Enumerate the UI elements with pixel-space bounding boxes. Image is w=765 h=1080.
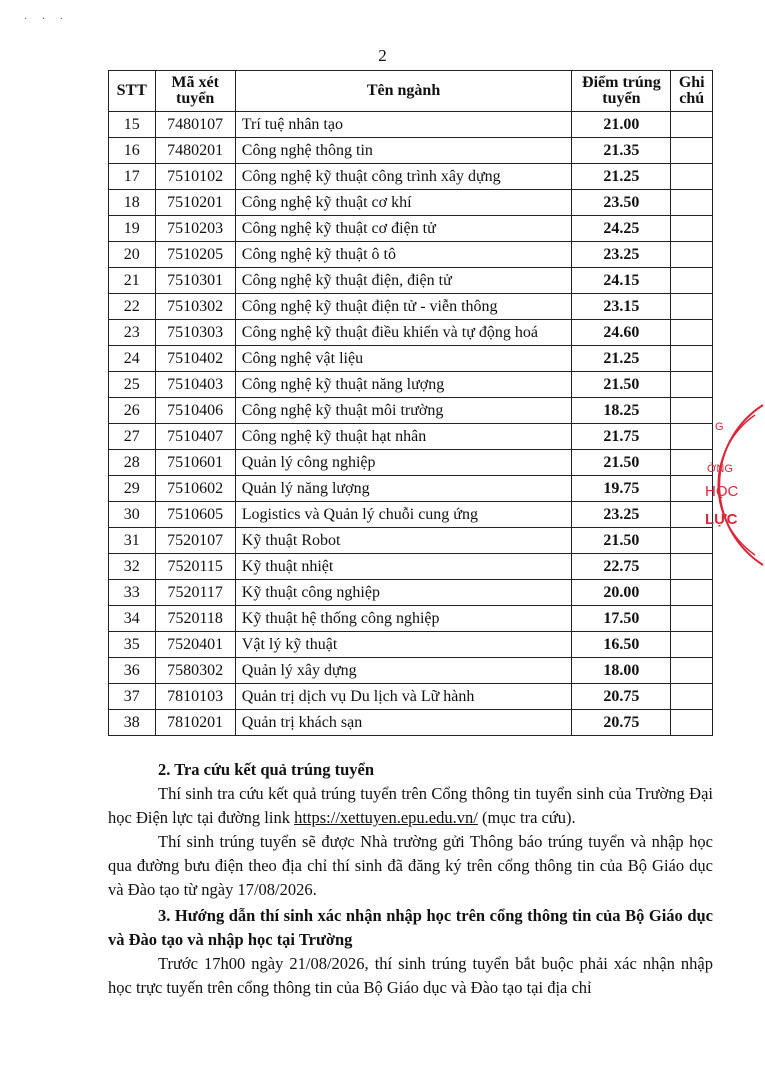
cell-ma-xet-tuyen: 7510407 xyxy=(155,424,235,450)
cell-ten-nganh: Quản trị khách sạn xyxy=(235,710,572,736)
cell-ghi-chu xyxy=(671,580,713,606)
cell-ghi-chu xyxy=(671,658,713,684)
cell-ten-nganh: Công nghệ thông tin xyxy=(235,138,572,164)
cell-ma-xet-tuyen: 7510601 xyxy=(155,450,235,476)
cell-ten-nganh: Quản lý năng lượng xyxy=(235,476,572,502)
cell-ten-nganh: Kỹ thuật nhiệt xyxy=(235,554,572,580)
cell-diem: 24.15 xyxy=(572,268,671,294)
cell-ten-nganh: Quản lý xây dựng xyxy=(235,658,572,684)
cell-ghi-chu xyxy=(671,268,713,294)
cell-ma-xet-tuyen: 7510301 xyxy=(155,268,235,294)
cell-ten-nganh: Công nghệ kỹ thuật cơ điện tử xyxy=(235,216,572,242)
cell-diem: 21.75 xyxy=(572,424,671,450)
cell-diem: 18.25 xyxy=(572,398,671,424)
cell-ten-nganh: Công nghệ kỹ thuật năng lượng xyxy=(235,372,572,398)
cell-diem: 21.35 xyxy=(572,138,671,164)
table-row xyxy=(109,710,713,736)
page-number: 2 xyxy=(378,46,387,65)
cell-diem: 23.15 xyxy=(572,294,671,320)
cell-ten-nganh: Công nghệ kỹ thuật ô tô xyxy=(235,242,572,268)
header-ma-xet-tuyen: Mã xét tuyển xyxy=(155,71,235,112)
table-row xyxy=(109,502,713,528)
table-row xyxy=(109,580,713,606)
cell-diem: 21.50 xyxy=(572,528,671,554)
cell-ghi-chu xyxy=(671,164,713,190)
cell-stt: 34 xyxy=(109,606,156,632)
cell-ten-nganh: Quản trị dịch vụ Du lịch và Lữ hành xyxy=(235,684,572,710)
table-row xyxy=(109,424,713,450)
table-row xyxy=(109,372,713,398)
cell-ma-xet-tuyen: 7510201 xyxy=(155,190,235,216)
section-2-heading: 2. Tra cứu kết quả trúng tuyển xyxy=(158,760,375,779)
cell-ten-nganh: Công nghệ kỹ thuật điều khiển và tự động hoá xyxy=(235,320,572,346)
cell-ten-nganh: Logistics và Quản lý chuỗi cung ứng xyxy=(235,502,572,528)
cell-ma-xet-tuyen: 7520115 xyxy=(155,554,235,580)
cell-ghi-chu xyxy=(671,710,713,736)
cell-stt: 38 xyxy=(109,710,156,736)
table-row xyxy=(109,320,713,346)
table-row xyxy=(109,450,713,476)
cell-ghi-chu xyxy=(671,684,713,710)
section-2-p1-text: Thí sinh tra cứu kết quả trúng tuyển trên Cổng thông tin tuyển sinh của Trường Đại học Điện lực tại đường link xyxy=(108,784,713,827)
cell-stt: 36 xyxy=(109,658,156,684)
cell-ten-nganh: Công nghệ kỹ thuật điện tử - viễn thông xyxy=(235,294,572,320)
cell-ghi-chu xyxy=(671,190,713,216)
cell-diem: 17.50 xyxy=(572,606,671,632)
cell-diem: 22.75 xyxy=(572,554,671,580)
cell-stt: 27 xyxy=(109,424,156,450)
table-row xyxy=(109,632,713,658)
cell-ghi-chu xyxy=(671,242,713,268)
cell-stt: 30 xyxy=(109,502,156,528)
table-row xyxy=(109,138,713,164)
cell-stt: 29 xyxy=(109,476,156,502)
cell-ma-xet-tuyen: 7510602 xyxy=(155,476,235,502)
cell-ghi-chu xyxy=(671,320,713,346)
cell-diem: 21.50 xyxy=(572,450,671,476)
cell-stt: 32 xyxy=(109,554,156,580)
cell-ma-xet-tuyen: 7510205 xyxy=(155,242,235,268)
cell-ten-nganh: Kỹ thuật Robot xyxy=(235,528,572,554)
cell-diem: 19.75 xyxy=(572,476,671,502)
cell-stt: 28 xyxy=(109,450,156,476)
cell-stt: 21 xyxy=(109,268,156,294)
cell-ma-xet-tuyen: 7520401 xyxy=(155,632,235,658)
table-row xyxy=(109,684,713,710)
cell-stt: 18 xyxy=(109,190,156,216)
cell-stt: 19 xyxy=(109,216,156,242)
cell-ma-xet-tuyen: 7510203 xyxy=(155,216,235,242)
cell-stt: 16 xyxy=(109,138,156,164)
table-row xyxy=(109,112,713,138)
section-2-paragraph-1 xyxy=(108,782,713,830)
cell-diem: 20.00 xyxy=(572,580,671,606)
table-row xyxy=(109,476,713,502)
cell-stt: 37 xyxy=(109,684,156,710)
cell-ten-nganh: Công nghệ kỹ thuật cơ khí xyxy=(235,190,572,216)
cell-diem: 24.25 xyxy=(572,216,671,242)
cell-stt: 25 xyxy=(109,372,156,398)
cell-stt: 23 xyxy=(109,320,156,346)
cell-diem: 21.50 xyxy=(572,372,671,398)
table-header-row xyxy=(109,71,713,112)
cell-diem: 21.25 xyxy=(572,346,671,372)
cell-ten-nganh: Công nghệ kỹ thuật điện, điện tử xyxy=(235,268,572,294)
cell-ten-nganh: Công nghệ kỹ thuật môi trường xyxy=(235,398,572,424)
cell-diem: 20.75 xyxy=(572,710,671,736)
cell-ma-xet-tuyen: 7520107 xyxy=(155,528,235,554)
cell-ghi-chu xyxy=(671,294,713,320)
section-2 xyxy=(108,758,713,1000)
cell-ghi-chu xyxy=(671,606,713,632)
cell-ma-xet-tuyen: 7510102 xyxy=(155,164,235,190)
cell-ten-nganh: Trí tuệ nhân tạo xyxy=(235,112,572,138)
cell-ma-xet-tuyen: 7510402 xyxy=(155,346,235,372)
cell-ma-xet-tuyen: 7810103 xyxy=(155,684,235,710)
cell-stt: 15 xyxy=(109,112,156,138)
table-row xyxy=(109,164,713,190)
header-ten-nganh: Tên ngành xyxy=(235,71,572,112)
table-row xyxy=(109,528,713,554)
svg-text:ỜNG: ỜNG xyxy=(707,463,733,475)
table-row xyxy=(109,398,713,424)
table-row xyxy=(109,216,713,242)
cell-ten-nganh: Kỹ thuật công nghiệp xyxy=(235,580,572,606)
svg-text:HỌC: HỌC xyxy=(705,483,739,500)
table-row xyxy=(109,242,713,268)
cell-stt: 31 xyxy=(109,528,156,554)
table-row xyxy=(109,554,713,580)
header-stt: STT xyxy=(109,71,156,112)
cell-diem: 20.75 xyxy=(572,684,671,710)
cell-diem: 24.60 xyxy=(572,320,671,346)
table-row xyxy=(109,268,713,294)
cell-stt: 17 xyxy=(109,164,156,190)
cell-diem: 21.00 xyxy=(572,112,671,138)
section-2-p1-tail: (mục tra cứu). xyxy=(477,808,576,827)
header-ghi-chu: Ghi chú xyxy=(671,71,713,112)
cell-ten-nganh: Công nghệ vật liệu xyxy=(235,346,572,372)
header-diem-trung-tuyen: Điểm trúng tuyển xyxy=(572,71,671,112)
cell-stt: 35 xyxy=(109,632,156,658)
cell-ten-nganh: Kỹ thuật hệ thống công nghiệp xyxy=(235,606,572,632)
svg-text:LỰC: LỰC xyxy=(705,511,738,528)
cell-stt: 20 xyxy=(109,242,156,268)
cell-ma-xet-tuyen: 7480201 xyxy=(155,138,235,164)
section-3-paragraph-1: Trước 17h00 ngày 21/08/2026, thí sinh trúng tuyển bắt buộc phải xác nhận nhập học trực tuyến trên cổng thông tin của Bộ Giáo dục và Đào tạo tại địa chỉ xyxy=(108,954,713,997)
cell-ma-xet-tuyen: 7510403 xyxy=(155,372,235,398)
table-row xyxy=(109,190,713,216)
table-row xyxy=(109,294,713,320)
cell-ghi-chu xyxy=(671,216,713,242)
table-body xyxy=(109,112,713,736)
cell-diem: 21.25 xyxy=(572,164,671,190)
svg-text:G: G xyxy=(715,421,724,433)
table-row xyxy=(109,346,713,372)
cell-stt: 22 xyxy=(109,294,156,320)
cell-ten-nganh: Công nghệ kỹ thuật công trình xây dựng xyxy=(235,164,572,190)
cell-ghi-chu xyxy=(671,372,713,398)
table-row xyxy=(109,658,713,684)
section-2-paragraph-2: Thí sinh trúng tuyển sẽ được Nhà trường gửi Thông báo trúng tuyển và nhập học qua đường bưu điện theo địa chỉ thí sinh đã đăng ký trên cổng thông tin của Bộ Giáo dục và Đào tạo từ ngày 17/08/2026. xyxy=(108,832,713,899)
cell-ma-xet-tuyen: 7520117 xyxy=(155,580,235,606)
cell-diem: 23.25 xyxy=(572,502,671,528)
cell-ma-xet-tuyen: 7480107 xyxy=(155,112,235,138)
cell-ghi-chu xyxy=(671,346,713,372)
cell-ma-xet-tuyen: 7510605 xyxy=(155,502,235,528)
cell-diem: 18.00 xyxy=(572,658,671,684)
admission-score-table xyxy=(108,70,713,736)
university-seal-stamp xyxy=(705,400,765,570)
scan-mark: · · · xyxy=(24,14,69,25)
cell-stt: 33 xyxy=(109,580,156,606)
cell-ghi-chu xyxy=(671,138,713,164)
section-3-heading: 3. Hướng dẫn thí sinh xác nhận nhập học trên cổng thông tin của Bộ Giáo dục và Đào tạo và nhập học tại Trường xyxy=(108,906,713,949)
cell-ghi-chu xyxy=(671,632,713,658)
cell-diem: 23.50 xyxy=(572,190,671,216)
cell-ma-xet-tuyen: 7510303 xyxy=(155,320,235,346)
cell-ten-nganh: Quản lý công nghiệp xyxy=(235,450,572,476)
cell-ma-xet-tuyen: 7520118 xyxy=(155,606,235,632)
cell-ma-xet-tuyen: 7580302 xyxy=(155,658,235,684)
cell-ma-xet-tuyen: 7810201 xyxy=(155,710,235,736)
table-row xyxy=(109,606,713,632)
cell-ma-xet-tuyen: 7510302 xyxy=(155,294,235,320)
cell-diem: 23.25 xyxy=(572,242,671,268)
cell-ten-nganh: Vật lý kỹ thuật xyxy=(235,632,572,658)
cell-diem: 16.50 xyxy=(572,632,671,658)
cell-stt: 26 xyxy=(109,398,156,424)
cell-ten-nganh: Công nghệ kỹ thuật hạt nhân xyxy=(235,424,572,450)
cell-stt: 24 xyxy=(109,346,156,372)
cell-ghi-chu xyxy=(671,112,713,138)
cell-ma-xet-tuyen: 7510406 xyxy=(155,398,235,424)
lookup-link[interactable]: https://xettuyen.epu.edu.vn/ xyxy=(294,808,478,827)
